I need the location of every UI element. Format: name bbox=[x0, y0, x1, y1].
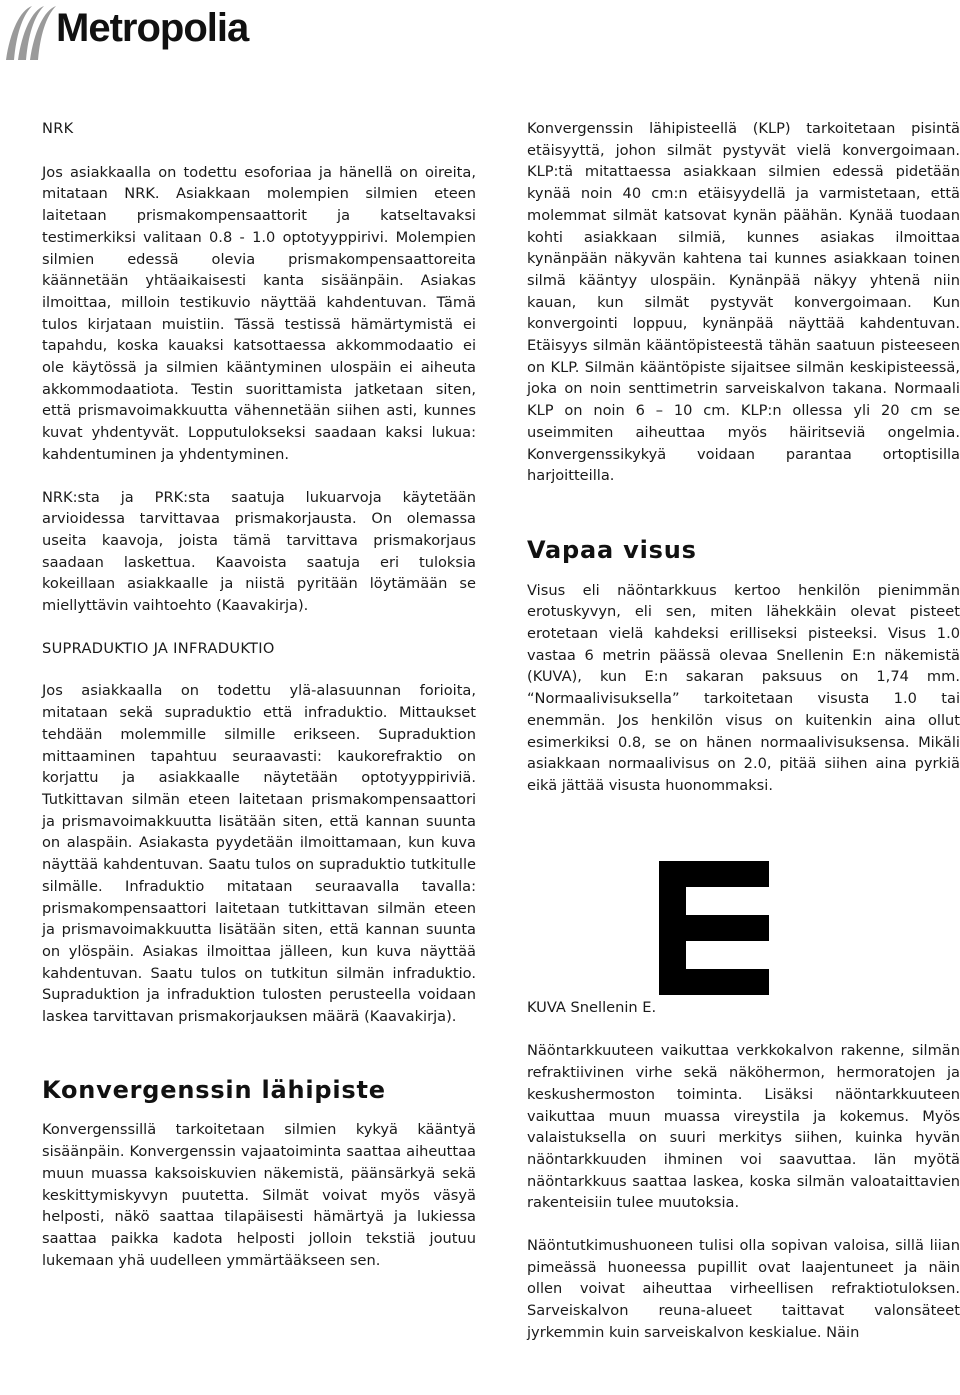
supraduktio-heading: SUPRADUKTIO JA INFRADUKTIO bbox=[42, 639, 275, 657]
snellen-e-icon bbox=[659, 861, 769, 995]
right-column bbox=[527, 118, 960, 1344]
konvergenssi-heading: Konvergenssin lähipiste bbox=[42, 1075, 386, 1104]
nrk-paragraph: Jos asiakkaalla on todettu esoforiaa ja hänellä on oireita, mitataan NRK. Asiakkaan molempien silmien eteen laitetaan prismakompensaattorit ja katseltavaksi testimerkiksi valitaan 0.8 - 1.0 optotyyppirivi. Molempien silmien edessä olevia prismakompensaattoreita käännetään yhtäaikaisesti kanta sisäänpäin. Asiakas ilmoittaa, milloin testikuvio näyttää kahdentuvan. Tämä tulos kirjataan muistiin. Tässä testissä hämärtymistä ei tapahdu, koska kauaksi katsottaessa akkommodaatio ei ole käytössä ja silmien kääntyminen ulospäin ei aiheuta akkommodaatiota. Testin suorittamista jatketaan siten, että prismavoimakkuutta vähennetään siihen asti, kunnes kuvat yhdentyvät. Lopputulokseksi saadaan kaksi lukua: kahdentuminen ja yhdentyminen. bbox=[42, 163, 476, 463]
nrk-heading: NRK bbox=[42, 120, 74, 137]
logo-wordmark: Metropolia bbox=[56, 6, 249, 50]
supraduktio-paragraph: Jos asiakkaalla on todettu ylä-alasuunnan forioita, mitataan sekä supraduktio että infraduktio. Mittaukset tehdään molemmille silmille erikseen. Supraduktion mittaaminen tapahtuu seuraavasti: kaukorefraktio on korjattu ja asiakkaalle näytetään optotyyppiriviä. Tutkittavan silmän eteen laitetaan prismakompensaattori ja prismavoimakkuutta lisätään siten, että kannan suunta on alaspäin. Asiakasta pyydetään ilmoittamaan, kun kuva näyttää kahdentuvan. Saatu tulos on supraduktio tutkitulle silmälle. Infraduktio mitataan seuraavalla tavalla: prismakompensaattori laitetaan tutkittavan silmän eteen ja prismavoimakkuutta lisätään siten, että kannan suunta on ylöspäin. Asiakas ilmoittaa jälleen, kun kuva näyttää kahdentuvan. Saatu tulos on tutkitun silmän infraduktio. Supraduktion ja infraduktion tulosten perusteella voidaan laskea tarvittavan prismakorjauksen määrä (Kaavakirja). bbox=[42, 682, 476, 1026]
metropolia-logo-mark-icon bbox=[2, 2, 58, 64]
naontarkkuus-paragraph: Näöntarkkuuteen vaikuttaa verkkokalvon rakenne, silmän refraktiivinen virhe sekä näköhermon, hermoratojen ja keskushermoston toiminta. Lisäksi näöntarkkuuteen vaikuttaa muun muassa vireystila ja kokemus. Myös valaistuksella on suuri merkitys siihen, kuinka hyvän näöntarkkuuden ihminen voi saavuttaa. Iän myötä näöntarkkuus saattaa laskea, koska silmän valoataittavien rakenteisiin tulee muutoksia. bbox=[527, 1042, 960, 1212]
konvergenssi-paragraph: Konvergenssillä tarkoitetaan silmien kykyä kääntyä sisäänpäin. Konvergenssin vajaatoiminta saattaa aiheuttaa muun muassa kaksoiskuvien näkemistä, päänsärkyä sekä keskittymiskyvyn puutetta. Silmät voivat myös väsyä helposti, näkö saattaa tilapäisesti hämärtyä ja lukiessa saattaa paikka kadota helposti jolloin tekstiä joutuu lukemaan yhä uudelleen ymmärtääkseen sen. bbox=[42, 1121, 476, 1269]
tutkimushuone-paragraph: Näöntutkimushuoneen tulisi olla sopivan valoisa, sillä liian pimeässä huoneessa pupillit ovat laajentuneet ja näin ollen voivat aiheuttaa virheellisen refraktiotuloksen. Sarveiskalvon reuna-alueet taittavat valonsäteet jyrkemmin kuin sarveiskalvon keskialue. Näin bbox=[527, 1237, 960, 1341]
metropolia-logo bbox=[0, 0, 300, 70]
snellen-figure bbox=[527, 797, 960, 997]
klp-paragraph: Konvergenssin lähipisteellä (KLP) tarkoitetaan pisintä etäisyyttä, johon silmät pystyvät vielä konvergoimaan. KLP:tä mitattaessa asiakkaan silmien edessä pidetään kynää noin 40 cm:n etäisyydellä ja varmistetaan, että molemmat silmät katsovat kynän päähän. Kynää tuodaan kohti asiakkaan silmiä, kunnes asiakas ilmoittaa kynänpään näkyvän kahtena tai kunnes asiakkaan toinen silmä kääntyy ulospäin. Kynänpää näkyy yhtenä niin kauan, kun silmät pystyvät konvergoimaan. Kun konvergointi loppuu, kynänpää näyttää kahdentuvan. Etäisyys silmän kääntöpisteestä tähän saatuun pisteeseen on KLP. Silmän kääntöpiste sijaitsee silmän keskipisteessä, joka on noin senttimetrin sarveiskalvon takana. Normaali KLP on noin 6 – 10 cm. KLP:n ollessa yli 20 cm se useimmiten aiheuttaa myös häiritseviä ongelmia. Konvergenssikykyä voidaan parantaa ortoptisilla harjoitteilla. bbox=[527, 120, 960, 485]
vapaa-visus-heading: Vapaa visus bbox=[527, 535, 697, 564]
nrk-prk-paragraph: NRK:sta ja PRK:sta saatuja lukuarvoja käytetään arvioidessa tarvittavaa prismakorjausta. On olemassa useita kaavoja, joista tämä tarvittava prismakorjaus saadaan laskettua. Kaavoista saatuja eri tuloksia kokeillaan asiakkaalle ja niistä pyritään löytämään se miellyttävin vaihtoehto (Kaavakirja). bbox=[42, 488, 476, 615]
visus-paragraph: Visus eli näöntarkkuus kertoo henkilön pienimmän erotuskyvyn, eli sen, miten lähekkäin olevat pisteet erotetaan vielä kahdeksi erilliseksi pisteeksi. Visus 1.0 vastaa 6 metrin päässä olevaa Snellenin E:n näkemistä (KUVA), kun E:n sakaran paksuus on 1,74 mm. “Normaalivisuksella” tarkoitetaan visusta 1.0 tai enemmän. Jos henkilön visus on kuitenkin aina ollut esimerkiksi 0.8, se on hänen normaalivisuksensa. Mikäli asiakkaan normaalivisus on 2.0, pitää siihen aina pyrkiä eikä jättää visusta huonommaksi. bbox=[527, 581, 960, 794]
left-column bbox=[42, 118, 476, 1271]
figure-caption: KUVA Snellenin E. bbox=[527, 998, 657, 1016]
